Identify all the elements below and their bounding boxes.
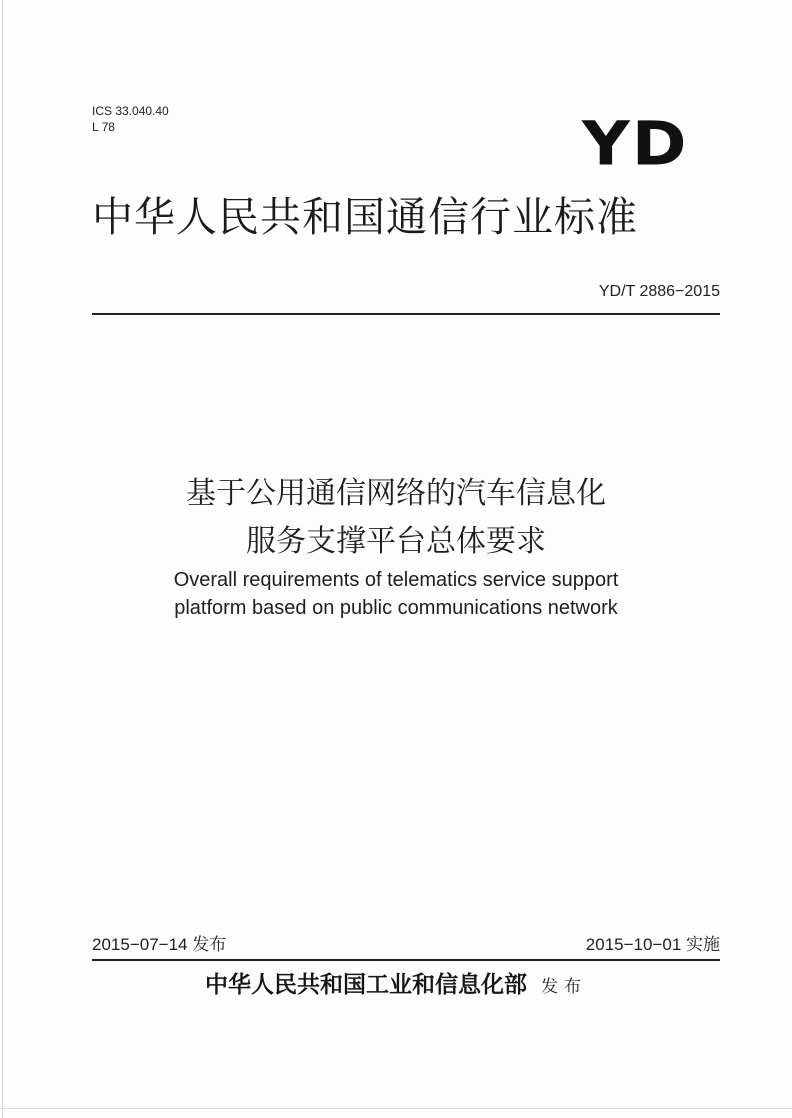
header-title: 中华人民共和国通信行业标准: [92, 193, 638, 241]
title-cn-line-2: 服务支撑平台总体要求: [246, 524, 546, 559]
classification-block: [92, 103, 169, 135]
bottom-divider: [92, 959, 720, 961]
title-en-line-2: platform based on public communications network: [174, 597, 618, 619]
issue-date: 2015−07−14 发布: [92, 935, 227, 954]
implementation-date: 2015−10−01 实施: [585, 935, 720, 954]
issuer-line: [0, 968, 792, 1004]
yd-logo: YD: [582, 108, 689, 180]
ccs-code: L 78: [92, 120, 115, 134]
issuer-name: 中华人民共和国工业和信息化部: [205, 971, 527, 998]
standard-number: YD/T 2886−2015: [598, 283, 720, 300]
document-title-english: [0, 566, 792, 622]
scan-edge-bottom: [0, 1108, 792, 1109]
title-en-line-1: Overall requirements of telematics service support: [173, 569, 619, 591]
title-cn-line-1: 基于公用通信网络的汽车信息化: [186, 476, 606, 511]
document-title-chinese: [0, 470, 792, 566]
top-divider: [92, 313, 720, 315]
issuer-suffix: 发布: [541, 977, 587, 997]
ics-code: ICS 33.040.40: [92, 104, 169, 118]
